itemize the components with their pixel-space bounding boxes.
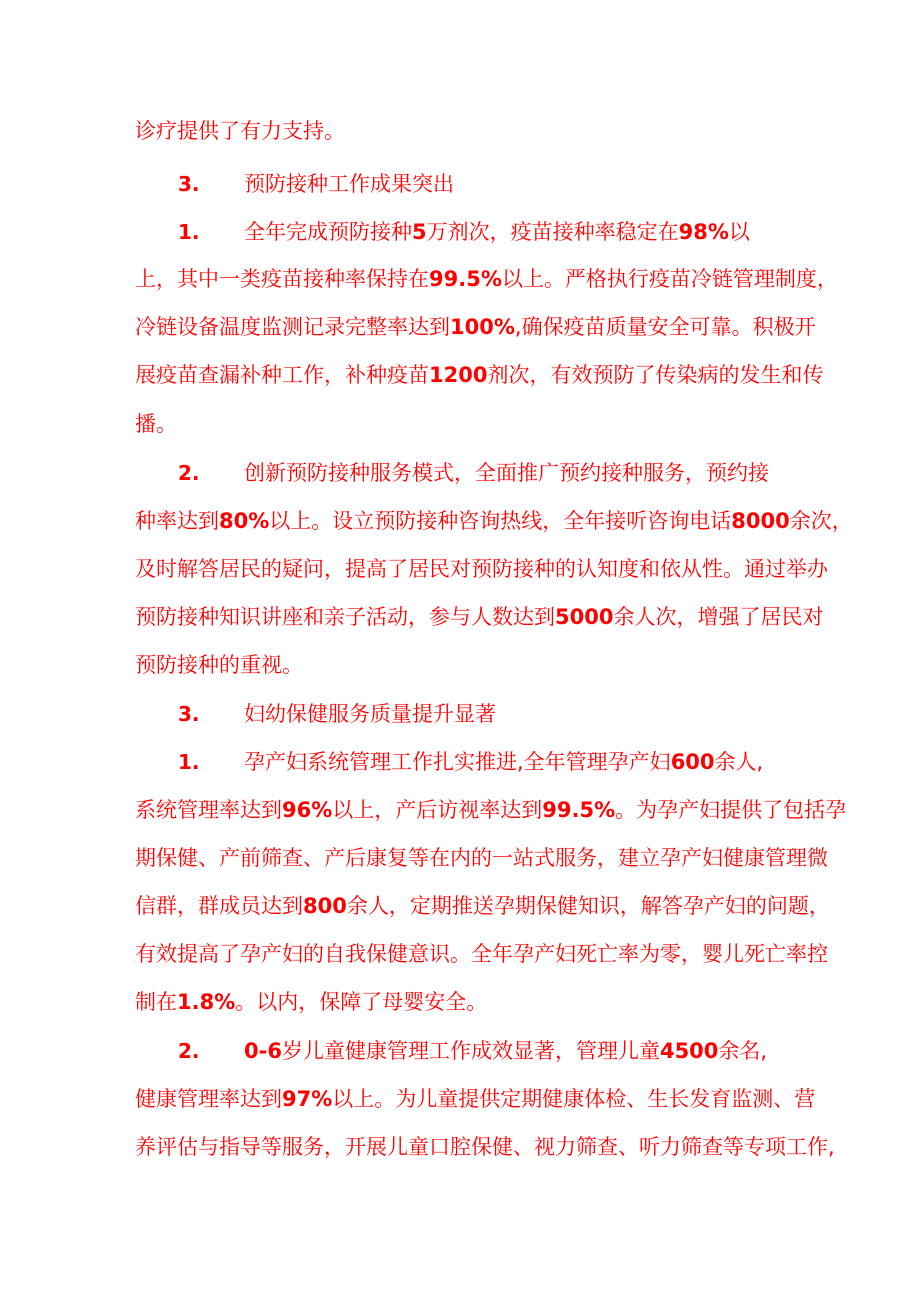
item-number: 1. <box>178 220 200 244</box>
section-heading: 妇幼保健服务质量提升显著 <box>244 702 496 726</box>
paragraph-line: 预防接种的重视。 <box>135 653 303 677</box>
paragraph-line: 预防接种知识讲座和亲子活动，参与人数达到5000余人次，增强了居民对 <box>135 605 824 629</box>
paragraph-line: 制在1.8%。以内，保障了母婴安全。 <box>135 990 488 1014</box>
section-heading: 预防接种工作成果突出 <box>244 172 454 196</box>
paragraph-line: 种率达到80%以上。设立预防接种咨询热线，全年接听咨询电话8000余次， <box>135 509 853 533</box>
paragraph-line: 孕产妇系统管理工作扎实推进,全年管理孕产妇600余人, <box>244 750 764 774</box>
paragraph-line: 0-6岁儿童健康管理工作成效显著，管理儿童4500余名, <box>244 1039 768 1063</box>
paragraph-line: 期保健、产前筛查、产后康复等在内的一站式服务，建立孕产妇健康管理微 <box>135 846 828 870</box>
paragraph-line: 健康管理率达到97%以上。为儿童提供定期健康体检、生长发育监测、营 <box>135 1087 816 1111</box>
paragraph-line: 诊疗提供了有力支持。 <box>135 119 345 143</box>
paragraph-line: 播。 <box>135 412 177 436</box>
item-number: 2. <box>178 461 200 485</box>
paragraph-line: 上，其中一类疫苗接种率保持在99.5%以上。严格执行疫苗冷链管理制度， <box>135 267 838 291</box>
section-number: 3. <box>178 702 200 726</box>
item-number: 1. <box>178 750 200 774</box>
section-number: 3. <box>178 172 200 196</box>
paragraph-line: 有效提高了孕产妇的自我保健意识。全年孕产妇死亡率为零，婴儿死亡率控 <box>135 942 828 966</box>
paragraph-line: 及时解答居民的疑问，提高了居民对预防接种的认知度和依从性。通过举办 <box>135 557 828 581</box>
paragraph-line: 冷链设备温度监测记录完整率达到100%,确保疫苗质量安全可靠。积极开 <box>135 315 816 339</box>
paragraph-line: 展疫苗查漏补种工作，补种疫苗1200剂次，有效预防了传染病的发生和传 <box>135 363 824 387</box>
paragraph-line: 创新预防接种服务模式，全面推广预约接种服务，预约接 <box>244 461 769 485</box>
paragraph-line: 信群，群成员达到800余人，定期推送孕期保健知识，解答孕产妇的问题， <box>135 894 830 918</box>
paragraph-line: 全年完成预防接种5万剂次，疫苗接种率稳定在98%以 <box>244 220 750 244</box>
item-number: 2. <box>178 1039 200 1063</box>
paragraph-line: 系统管理率达到96%以上，产后访视率达到99.5%。为孕产妇提供了包括孕 <box>135 798 847 822</box>
paragraph-line: 养评估与指导等服务，开展儿童口腔保健、视力筛查、听力筛查等专项工作, <box>135 1135 835 1159</box>
